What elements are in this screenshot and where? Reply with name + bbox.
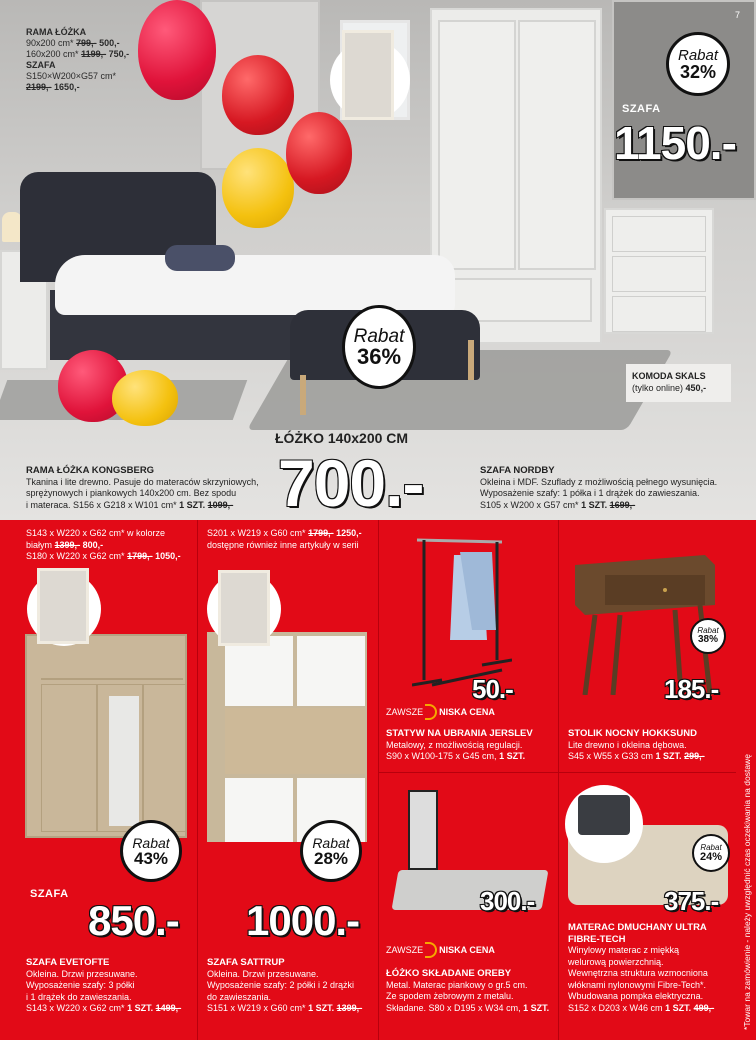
fibretech-price: 375.- bbox=[664, 886, 719, 916]
evetofte-description: SZAFA EVETOFTE Okleina. Drzwi przesuwane. Wyposażenie szafy: 3 półki i 1 drążek do zawieszania. S143 x W220 x G62 cm* 1 SZT. 1499,- bbox=[26, 957, 182, 1013]
divider bbox=[378, 772, 736, 773]
wardrobe-category-label: SZAFA bbox=[622, 103, 661, 115]
discount-bubble-43: Rabat 43% bbox=[120, 820, 182, 882]
bed-frame-and-wardrobe-prices: RAMA ŁÓŻKA 90x200 cm* 799,- 500,- 160x200 cm* 1199,- 750,- SZAFA S150×W200×G57 cm* 2199,- 1650,- bbox=[26, 27, 130, 92]
bed-leg bbox=[300, 375, 306, 415]
evetofte-category-label: SZAFA bbox=[30, 888, 69, 900]
balloon-red bbox=[286, 112, 352, 194]
wardrobe-nordby-image bbox=[430, 8, 602, 344]
discount-bubble-36: Rabat 36% bbox=[342, 305, 416, 389]
wardrobe-price: 1150.- bbox=[614, 117, 736, 169]
wardrobe-title: SZAFA bbox=[26, 60, 56, 70]
sattrup-description: SZAFA SATTRUP Okleina. Drzwi przesuwane. Wyposażenie szafy: 2 półki i 2 drążki do zawieszania. S151 x W219 x G60 cm* 1 SZT. 1399,- bbox=[207, 957, 363, 1013]
wall-panel-dark bbox=[612, 0, 756, 200]
electric-pump-image bbox=[578, 795, 630, 835]
bed-headline: ŁÓŻKO 140x200 CM bbox=[275, 430, 409, 446]
hokksund-price: 185.- bbox=[664, 674, 719, 704]
wardrobe-interior-image bbox=[218, 570, 270, 646]
bed-price: 700.- bbox=[278, 446, 424, 520]
bed-pillow bbox=[165, 245, 235, 271]
page-number: 7 bbox=[735, 10, 741, 20]
nordby-description: SZAFA NORDBY Okleina i MDF. Szuflady z możliwością pełnego wysunięcia. Wyposażenie szafy: 1 półka i 1 drążek do zawieszania. S105 x W200 x G57 cm* 1 SZT. 1699,- bbox=[480, 465, 718, 510]
discount-bubble-24: Rabat 24% bbox=[692, 834, 730, 872]
jerslev-description: STATYW NA UBRANIA JERSLEV Metalowy, z możliwością regulacji. S90 x W100-175 x G45 cm, 1 SZT. bbox=[386, 728, 533, 761]
badge-arc-icon bbox=[425, 942, 437, 958]
wardrobe-sattrup-image bbox=[207, 632, 367, 842]
hokksund-description: STOLIK NOCNY HOKKSUND Lite drewno i okleina dębowa. S45 x W55 x G33 cm 1 SZT. 299,- bbox=[568, 728, 705, 761]
balloon-red bbox=[138, 0, 216, 100]
lamp-image bbox=[2, 212, 22, 242]
dresser-skals-image bbox=[604, 208, 714, 334]
divider bbox=[378, 520, 379, 1040]
komoda-skals-label: KOMODA SKALS (tylko online) 450,- bbox=[626, 364, 731, 402]
folded-bed-image bbox=[408, 790, 438, 870]
divider bbox=[558, 520, 559, 1040]
evetofte-variants: S143 x W220 x G62 cm* w kolorze białym 1399,- 800,- S180 x W220 x G62 cm* 1799,- 1050,- bbox=[26, 528, 181, 561]
oreby-price: 300.- bbox=[480, 886, 535, 916]
bed-leg bbox=[468, 340, 474, 380]
always-low-price-badge: ZAWSZE NISKA CENA bbox=[386, 942, 495, 958]
wardrobe-interior-image bbox=[37, 568, 89, 644]
balloon-yellow bbox=[222, 148, 294, 228]
divider bbox=[197, 520, 198, 1040]
wardrobe-interior-image bbox=[342, 30, 394, 120]
balloon-red bbox=[222, 55, 294, 135]
oreby-description: ŁÓŻKO SKŁADANE OREBY Metal. Materac piankowy o gr.5 cm. Ze spodem żebrowym z metalu. Składane. S80 x D195 x W34 cm, 1 SZT. bbox=[386, 968, 550, 1013]
always-low-price-badge: ZAWSZE NISKA CENA bbox=[386, 704, 495, 720]
order-footnote: *Towar na zamówienie - należy uwzględnić czas oczekiwania na dostawę bbox=[742, 754, 752, 1030]
fibretech-description: MATERAC DMUCHANY ULTRA FIBRE-TECH Winylowy materac z miękką welurową powierzchnią. Wewnętrzna struktura wzmocniona włóknami nylonowymi Fibre-Tech*. Wbudowana pompka elektryczna. S152 x D203 x W46 cm 1 SZT. 499,- bbox=[568, 922, 715, 1013]
discount-bubble-38: Rabat 38% bbox=[690, 618, 726, 654]
badge-arc-icon bbox=[425, 704, 437, 720]
bed-duvet bbox=[55, 255, 455, 315]
balloon-yellow bbox=[112, 370, 178, 426]
nightstand-hokksund-image bbox=[575, 545, 715, 695]
discount-bubble-28: Rabat 28% bbox=[300, 820, 362, 882]
wardrobe-evetofte-image bbox=[25, 634, 187, 838]
sattrup-price: 1000.- bbox=[246, 897, 360, 944]
bed-frame-title: RAMA ŁÓŻKA bbox=[26, 27, 87, 37]
evetofte-price: 850.- bbox=[88, 897, 179, 944]
bed-description: RAMA ŁÓŻKA KONGSBERG Tkanina i lite drewno. Pasuje do materaców skrzyniowych, sprężynowych i piankowych 140x200 cm. Bez spodu i materaca. S156 x G218 x W101 cm* 1 SZT. 1099,- bbox=[26, 465, 259, 510]
sattrup-variants: S201 x W219 x G60 cm* 1799,- 1250,- dostępne również inne artykuły w serii bbox=[207, 528, 362, 550]
discount-bubble-32: Rabat 32% bbox=[666, 32, 730, 96]
jerslev-price: 50.- bbox=[472, 674, 513, 704]
clothes-rack-image bbox=[412, 530, 512, 690]
